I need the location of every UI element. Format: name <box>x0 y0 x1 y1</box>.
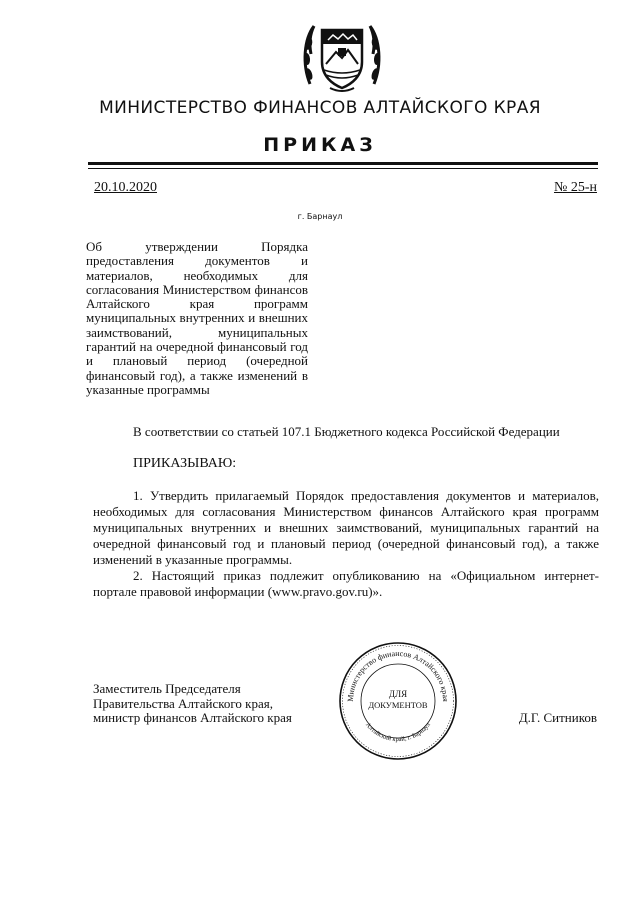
signer-position-line-3: министр финансов Алтайского края <box>93 710 292 725</box>
order-item-2: 2. Настоящий приказ подлежит опубликованию на «Официальном интернет-портале правовой информации (www.pravo.gov.ru)». <box>93 568 599 599</box>
legal-basis-paragraph: В соответствии со статьей 107.1 Бюджетного кодекса Российской Федерации <box>133 424 560 439</box>
order-body <box>93 424 599 600</box>
header-divider-thick <box>88 162 598 165</box>
svg-text:Алтайский край, г. Барнаул <box>364 721 432 743</box>
signer-position <box>93 682 343 726</box>
signer-name: Д.Г. Ситников <box>518 710 597 725</box>
order-subject: Об утверждении Порядка предоставления документов и материалов, необходимых для согласования Министерством финансов Алтайского края программ муниципальных внутренних и внешних заимствований, муниципальных гарантий на очередной финансовый год и плановый период (очередной финансовый год), а также изменений в указанные программы <box>86 239 308 397</box>
order-number: № 25-н <box>553 180 597 195</box>
header-divider-thin <box>88 168 598 169</box>
coat-of-arms-emblem <box>300 14 384 94</box>
city-label: г. Барнаул <box>297 212 343 221</box>
document-type-title: ПРИКАЗ <box>263 134 377 156</box>
ministry-name: МИНИСТЕРСТВО ФИНАНСОВ АЛТАЙСКОГО КРАЯ <box>99 98 541 118</box>
signer-position-line-2: Правительства Алтайского края, <box>93 695 274 711</box>
stamp-bottom-text: Алтайский край, г. Барнаул <box>363 721 432 744</box>
signer-position-line-1: Заместитель Председателя <box>93 681 241 696</box>
stamp-center-line-2: ДОКУМЕНТОВ <box>368 700 428 710</box>
order-date: 20.10.2020 <box>94 180 157 195</box>
official-stamp <box>337 640 459 762</box>
stamp-center-line-1: ДЛЯ <box>388 689 408 699</box>
order-item-1: 1. Утвердить прилагаемый Порядок предоставления документов и материалов, необходимых для согласования Министерством финансов Алтайского края программ муниципальных внутренних и внешних заимствований, муниципальных гарантий на очередной финансовый год и плановый период (очередной финансовый год), а также изменений в указанные программы. <box>93 488 599 567</box>
stamp-ring-text: Министерство финансов Алтайского края <box>345 648 451 703</box>
order-word: ПРИКАЗЫВАЮ: <box>133 456 237 471</box>
